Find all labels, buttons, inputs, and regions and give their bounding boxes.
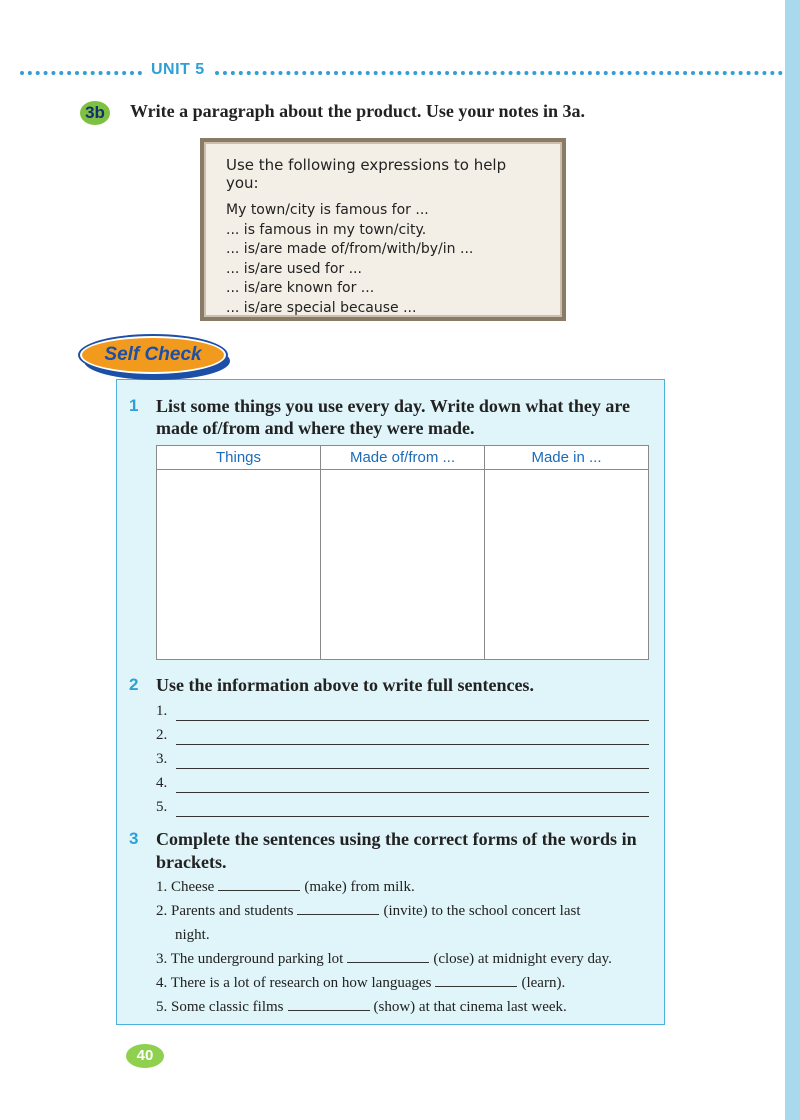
header-dots-right — [215, 71, 783, 75]
item-text-before: The underground parking lot — [170, 951, 344, 967]
question-3-number: 3 — [129, 829, 139, 848]
answer-rule — [176, 720, 649, 721]
fill-in-item-continuation — [175, 923, 210, 947]
question-3-text-line1: Complete the sentences using the correct forms of the words in — [156, 829, 637, 849]
table-header-made-of: Made of/from ... — [321, 446, 485, 470]
things-table — [156, 445, 649, 660]
expression-line: ... is/are known for ... — [226, 280, 375, 296]
fill-in-item — [156, 971, 565, 995]
question-2-number: 2 — [129, 675, 139, 694]
item-number: 5. — [156, 999, 168, 1015]
self-check-label: Self Check — [104, 344, 202, 365]
fill-in-item — [156, 995, 567, 1019]
table-cell-made-in[interactable] — [485, 470, 649, 660]
exercise-badge-3b: 3b — [80, 101, 110, 125]
item-text-before: Cheese — [171, 879, 215, 895]
answer-line[interactable] — [156, 703, 649, 723]
self-check-badge — [80, 336, 229, 379]
answer-line[interactable] — [156, 799, 649, 819]
page-edge-bar — [785, 0, 800, 1120]
table-header-things: Things — [157, 446, 321, 470]
expression-line: My town/city is famous for ... — [226, 202, 429, 218]
answer-rule — [176, 792, 649, 793]
question-2-text: Use the information above to write full sentences. — [156, 675, 534, 695]
item-number: 4. — [156, 975, 168, 991]
answer-rule — [176, 816, 649, 817]
answer-line-number: 3. — [156, 751, 168, 767]
table-cell-things[interactable] — [157, 470, 321, 660]
fill-in-blank[interactable] — [347, 951, 429, 963]
table-cell-made-of[interactable] — [321, 470, 485, 660]
question-1-text-line2: made of/from and where they were made. — [156, 418, 475, 438]
expression-line: ... is/are special because ... — [226, 299, 417, 316]
fill-in-blank[interactable] — [288, 999, 370, 1011]
item-number: 2. — [156, 903, 168, 919]
item-text-after: (close) at midnight every day. — [433, 951, 612, 967]
question-1-number: 1 — [129, 396, 139, 415]
unit-header — [15, 58, 785, 86]
item-number: 1. — [156, 879, 168, 895]
exercise-3b-instruction: Write a paragraph about the product. Use your notes in 3a. — [130, 101, 586, 121]
answer-line-number: 5. — [156, 799, 168, 815]
item-text-after: (learn). — [521, 975, 566, 991]
fill-in-item — [156, 947, 612, 971]
table-header-made-in: Made in ... — [485, 446, 649, 470]
item-text-before: There is a lot of research on how languages — [170, 975, 432, 991]
answer-line-number: 2. — [156, 727, 168, 743]
expressions-title: Use the following expressions to help you: — [226, 156, 507, 192]
answer-line[interactable] — [156, 751, 649, 771]
answer-line-number: 4. — [156, 775, 168, 791]
fill-in-blank[interactable] — [435, 975, 517, 987]
header-dots-left — [20, 71, 142, 75]
item-text-after: (make) from milk. — [304, 879, 415, 895]
answer-line[interactable] — [156, 775, 649, 795]
question-3-text-line2: brackets. — [156, 852, 227, 872]
page-number: 40 — [126, 1044, 164, 1068]
item-number: 3. — [156, 951, 168, 967]
answer-rule — [176, 744, 649, 745]
expressions-box-inner — [204, 142, 562, 317]
unit-label: UNIT 5 — [151, 61, 205, 78]
expressions-box — [200, 138, 566, 321]
fill-in-blank[interactable] — [297, 903, 379, 915]
fill-in-item — [156, 875, 415, 899]
fill-in-blank[interactable] — [218, 879, 300, 891]
item-text-before: Some classic films — [171, 999, 284, 1015]
item-text-before: Parents and students — [171, 903, 294, 919]
item-text-continuation: night. — [175, 927, 210, 943]
answer-rule — [176, 768, 649, 769]
fill-in-item — [156, 899, 581, 923]
expression-line: ... is/are used for ... — [226, 260, 362, 277]
answer-line[interactable] — [156, 727, 649, 747]
answer-line-number: 1. — [156, 703, 168, 719]
expression-line: ... is/are made of/from/with/by/in ... — [226, 241, 474, 257]
question-1-text-line1: List some things you use every day. Write down what they are — [156, 396, 631, 416]
item-text-after: (show) at that cinema last week. — [373, 999, 567, 1015]
item-text-after: (invite) to the school concert last — [383, 903, 581, 919]
expression-line: ... is famous in my town/city. — [226, 221, 427, 238]
